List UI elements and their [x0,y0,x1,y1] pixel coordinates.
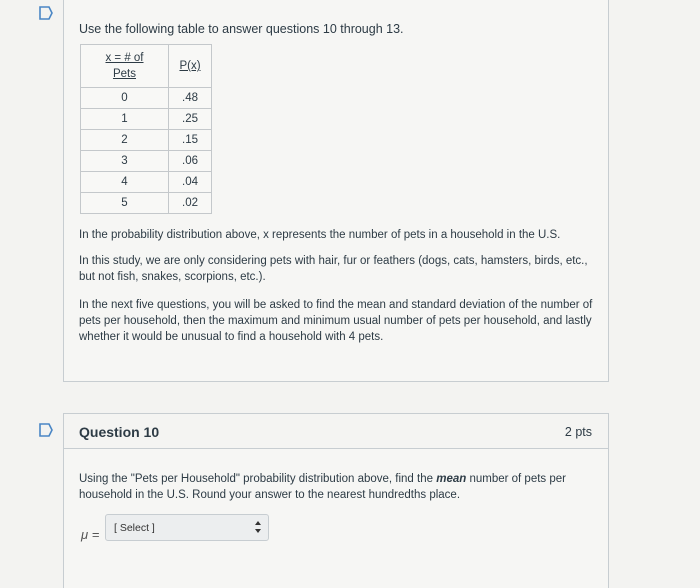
intro-panel [63,0,609,382]
select-arrows-icon [255,520,261,534]
header-x-line1: x = # of [105,52,144,64]
paragraph-scope: In this study, we are only considering pets with hair, fur or feathers (dogs, cats, hamsters, birds, etc., but not fish, snakes, scorpions, etc.). [79,255,588,283]
question-10-panel [63,413,609,588]
table-row [81,193,212,214]
question-text-before: Using the "Pets per Household" probability distribution above, find the [79,473,437,485]
table-row [81,130,212,151]
table-row [81,172,212,193]
cell-x: 4 [81,172,169,193]
cell-p: .04 [169,172,212,193]
question-text-after: number of pets per household in the U.S. Round your answer to the nearest hundredths place. [79,473,566,501]
cell-x: 5 [81,193,169,214]
header-px-label: P(x) [179,60,201,72]
cell-p: .06 [169,151,212,172]
cell-p: .02 [169,193,212,214]
question-text [79,471,599,503]
paragraph-definition: In the probability distribution above, x represents the number of pets in a household in the U.S. [79,229,561,241]
question-text-emphasis: mean [436,473,467,485]
cell-x: 1 [81,109,169,130]
question-points: 2 pts [564,425,592,439]
answer-select[interactable] [105,514,269,541]
cell-p: .25 [169,109,212,130]
question-title: Question 10 [79,424,160,440]
cell-p: .48 [169,88,212,109]
table-header-px [169,45,212,88]
cell-p: .15 [169,130,212,151]
table-row [81,88,212,109]
table-header-x [81,45,169,88]
cell-x: 3 [81,151,169,172]
table-row [81,151,212,172]
mu-label: μ = [81,527,100,542]
table-row [81,109,212,130]
question-header [64,414,608,449]
probability-table [80,44,212,214]
cell-x: 0 [81,88,169,109]
header-x-line2: Pets [112,68,136,80]
flag-question-icon[interactable] [38,6,54,20]
paragraph-instructions: In the next five questions, you will be asked to find the mean and standard deviation of the number of pets per household, then the maximum and minimum usual number of pets per household, and lastly whether it would be unusual to find a household with 4 pets. [79,299,593,343]
cell-x: 2 [81,130,169,151]
answer-select-value: [ Select ] [114,522,155,534]
intro-heading: Use the following table to answer questions 10 through 13. [79,22,404,36]
flag-question-icon[interactable] [38,423,54,437]
